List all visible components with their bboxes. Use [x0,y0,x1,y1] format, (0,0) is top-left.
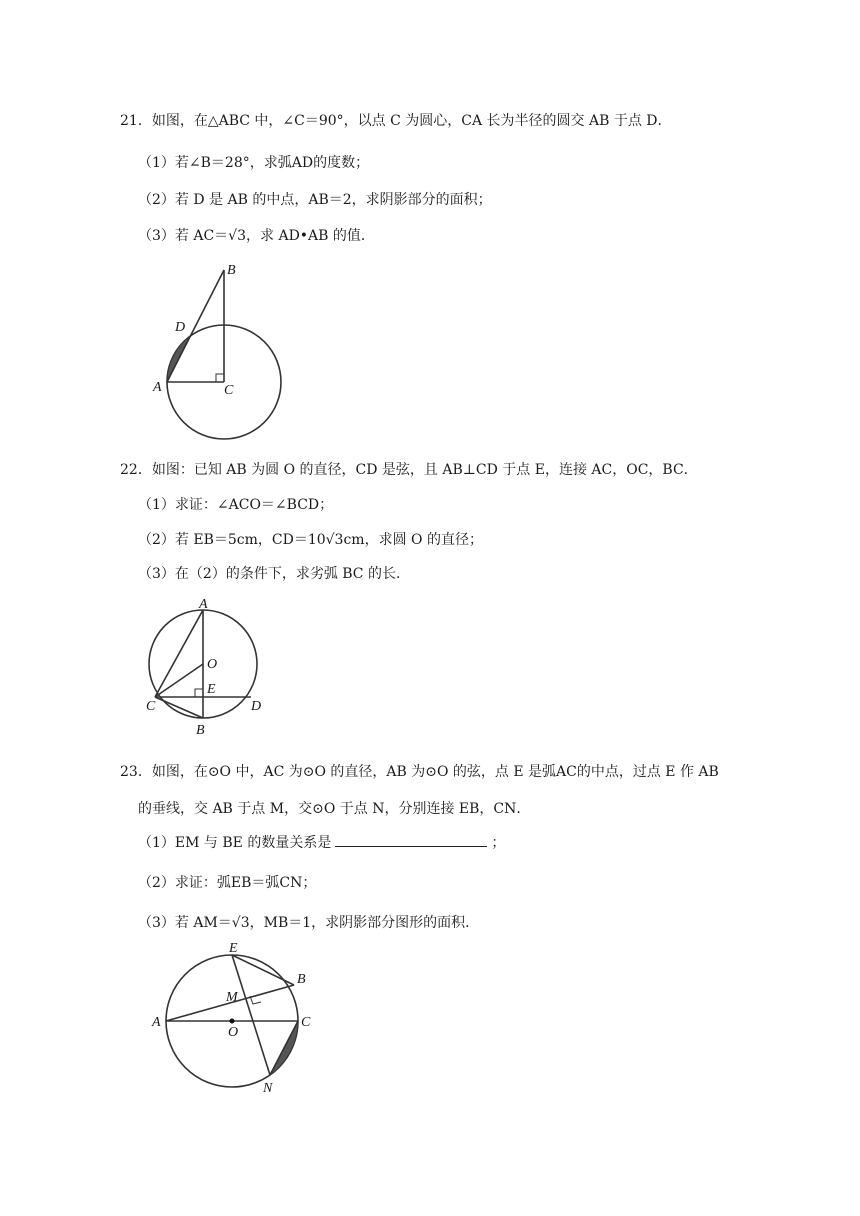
q22-label-o: O [207,657,218,672]
q21-part3: （3）若 AC＝√3，求 AD•AB 的值． [138,228,375,244]
q23-figure [145,938,335,1098]
q22-segment-oc [155,664,203,697]
q23-answer-blank[interactable] [335,834,487,847]
q21-right-angle-mark [216,374,224,382]
q21-part2: （2）若 D 是 AB 的中点，AB＝2，求阴影部分的面积； [138,192,492,208]
q22-stem: 22．如图：已知 AB 为圆 O 的直径，CD 是弦，且 AB⊥CD 于点 E，连接 AC，OC，BC． [120,462,698,478]
q23-label-a: A [152,1015,161,1030]
q23-part1-prefix: （1）EM 与 BE 的数量关系是 [138,835,332,851]
q22-segment-bc [155,697,203,718]
q23-label-e: E [229,941,238,956]
q23-part2: （2）求证：弧EB＝弧CN； [138,875,317,891]
q23-label-o: O [228,1025,239,1040]
q22-label-a: A [199,597,208,612]
q21-label-a: A [153,380,162,395]
q23-segment-eb [232,955,294,985]
q23-segment-en [232,955,270,1075]
q23-label-n: N [263,1081,273,1096]
q23-label-m: M [226,990,238,1005]
q23-part1-suffix: ； [491,835,506,851]
q21-label-d: D [175,320,186,335]
q22-part2: （2）若 EB＝5cm，CD＝10√3cm，求圆 O 的直径； [138,532,483,548]
q22-label-e: E [207,682,216,697]
q22-figure [140,594,280,742]
q23-label-c: C [301,1015,311,1030]
q22-label-b: B [196,723,205,738]
q21-label-c: C [224,383,234,398]
q22-segment-ac [155,610,203,697]
q22-label-c: C [146,699,156,714]
q23-stem-cont: 的垂线，交 AB 于点 M，交⊙O 于点 N，分别连接 EB，CN． [138,801,531,817]
q22-label-d: D [251,699,262,714]
q23-part1 [138,833,505,853]
q23-part3: （3）若 AM＝√3，MB＝1，求阴影部分图形的面积． [138,915,480,931]
q22-part1: （1）求证：∠ACO＝∠BCD； [138,497,334,513]
q23-stem: 23．如图，在⊙O 中，AC 为⊙O 的直径，AB 为⊙O 的弦，点 E 是弧AC的中点，过点 E 作 AB [120,764,719,780]
q23-segment-cn [270,1021,298,1075]
q22-right-angle-mark [195,689,203,697]
q23-center-dot [230,1019,235,1024]
q23-label-b: B [297,972,306,987]
q21-part1: （1）若∠B＝28°，求弧AD的度数； [138,155,370,171]
q21-figure [140,258,300,448]
q22-part3: （3）在（2）的条件下，求劣弧 BC 的长． [138,566,410,582]
q21-label-b: B [227,263,236,278]
q21-stem: 21．如图，在△ABC 中，∠C＝90°，以点 C 为圆心，CA 长为半径的圆交 AB 于点 D． [120,113,672,129]
